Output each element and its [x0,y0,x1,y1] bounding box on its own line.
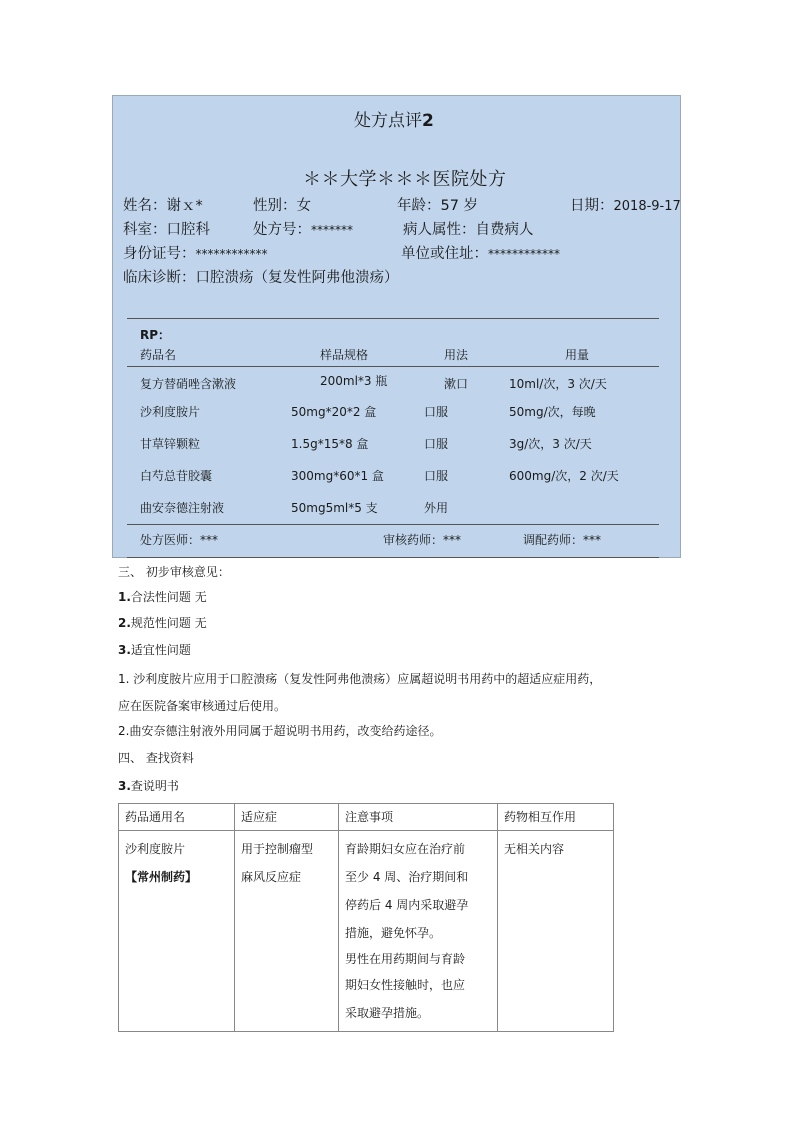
prescription-number: 处方号：******* [253,222,353,238]
header-cell: 注意事项 [339,804,498,831]
drug-dosage: 10ml/次，3 次/天 [509,377,607,391]
notes-cell [339,831,498,1032]
manufacturer: 【常州制药】 [125,870,198,884]
divider [127,318,659,319]
divider [127,524,659,525]
dispensing-pharmacist: 调配药师：*** [523,533,602,547]
patient-name: 姓名：谢ｘ* [123,198,203,214]
col-usage: 用法 [444,348,469,362]
notes-text: 期妇女性接触时，也应 [345,978,466,992]
prescription-form [112,95,681,558]
reviewing-pharmacist: 审核药师：*** [383,533,462,547]
patient-age: 年龄：57 岁 [397,198,479,214]
rp-label: RP： [140,328,171,342]
drug-usage: 外用 [424,501,449,515]
prescribing-doctor: 处方医师：*** [140,533,219,547]
department: 科室：口腔科 [123,222,210,238]
drug-name: 曲安奈德注射液 [140,501,225,515]
address: 单位或住址：************ [401,246,560,262]
prescription-date: 日期：2018-9-17 [570,198,681,214]
section-heading: 四、 查找资料 [118,751,194,765]
drug-usage: 口服 [424,469,449,483]
notes-text: 措施，避免怀孕。 [345,926,442,940]
col-spec: 样品规格 [320,348,369,362]
drug-usage: 口服 [424,405,449,419]
drug-dosage: 50mg/次，每晚 [509,405,596,419]
notes-text: 育龄期妇女应在治疗前 [345,842,466,856]
drug-name: 复方替硝唑含漱液 [140,377,237,391]
divider [127,557,659,558]
header-cell: 药品通用名 [119,804,235,831]
header-cell: 适应症 [235,804,339,831]
drug-spec: 1.5g*15*8 盒 [291,437,369,451]
drug-name: 沙利度胺片 [140,405,201,419]
clinical-diagnosis: 临床诊断：口腔溃疡（复发性阿弗他溃疡） [123,270,399,286]
hospital-name: ＊＊大学＊＊＊医院处方 [303,169,507,190]
suitability-item: 3.适宜性问题 [118,643,191,657]
paragraph: 2.曲安奈德注射液外用同属于超说明书用药，改变给药途径。 [118,724,442,738]
col-drug-name: 药品名 [140,348,177,362]
section-heading: 三、 初步审核意见： [118,565,230,579]
paragraph: 1. 沙利度胺片应用于口腔溃疡（复发性阿弗他溃疡）应属超说明书用药中的超适应症用药， [118,672,602,686]
id-number: 身份证号：************ [123,246,268,262]
indication-text: 用于控制瘤型 [241,842,314,856]
manual-item: 3.查说明书 [118,779,179,793]
divider [127,366,659,367]
drug-spec: 200ml*3 瓶 [320,374,388,388]
indication-text: 麻风反应症 [241,870,302,884]
drug-name: 白芍总苷胶囊 [140,469,213,483]
norm-item: 2.规范性问题 无 [118,616,207,630]
paragraph: 应在医院备案审核通过后使用。 [118,699,287,713]
patient-type: 病人属性：自费病人 [403,222,534,238]
notes-text: 采取避孕措施。 [345,1006,430,1020]
notes-text: 男性在用药期间与育龄 [345,952,466,966]
drug-spec: 50mg5ml*5 支 [291,501,378,515]
drug-name: 甘草锌颗粒 [140,437,201,451]
legality-item: 1.合法性问题 无 [118,590,207,604]
reference-table [118,803,614,1032]
notes-text: 停药后 4 周内采取避孕 [345,898,469,912]
table-row [119,831,614,1032]
drug-dosage: 600mg/次，2 次/天 [509,469,619,483]
header-cell: 药物相互作用 [498,804,614,831]
drug-cell [119,831,235,1032]
drug-dosage: 3g/次，3 次/天 [509,437,592,451]
table-header-row [119,804,614,831]
indication-cell [235,831,339,1032]
interaction-cell: 无相关内容 [498,831,614,1032]
drug-spec: 300mg*60*1 盒 [291,469,384,483]
notes-text: 至少 4 周、治疗期间和 [345,870,469,884]
review-title: 处方点评2 [354,111,434,131]
col-dosage: 用量 [565,348,590,362]
drug-spec: 50mg*20*2 盒 [291,405,377,419]
drug-generic-name: 沙利度胺片 [125,842,186,856]
patient-gender: 性别：女 [253,198,311,214]
drug-usage: 口服 [424,437,449,451]
drug-usage: 漱口 [444,377,469,391]
